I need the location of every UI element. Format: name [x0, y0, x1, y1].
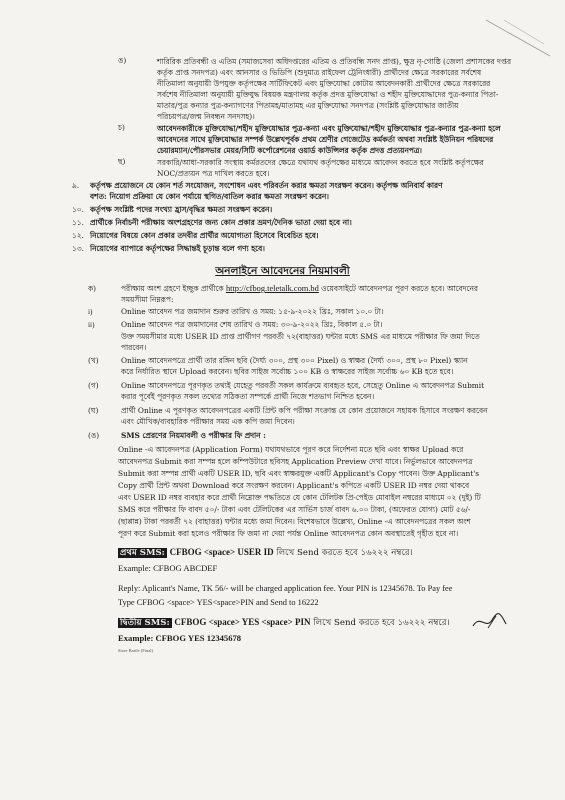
clause-line: কর্তৃক প্রাপ্ত সনদপত্র) এবং আনসার ও ভিডিপি (শুদুমাত্র রাইফেল ট্রেনিংধারী) প্রার্থীদের ক্ষেত্রে সরকারের সর্বশেষ [157, 68, 482, 77]
kha-line: করে নির্ধারিত স্থানে Upload করবেন। ছবির সাইজ সর্বোচ্চ ১০০ KB ও স্বাক্ষরের সাইজ সর্বোচ্চ ৬০ KB হতে হবে। [121, 367, 454, 376]
first-sms-command: CFBOG <space> USER ID [169, 547, 274, 557]
first-sms-tail: লিখে Send করতে হবে ১৬২২২ নম্বরে। [273, 548, 413, 558]
clause-marker: (গ) [88, 381, 99, 390]
reply-line: Type CFBOG <space> YES<space>PIN and Send to 16222 [118, 598, 319, 607]
end-date-line: Online আবেদন পত্র জমাদানের শেষ তারিখ ও সময়: ৩০-৯-২০২২ খ্রিঃ, বিকাল ৫.০ টা। [121, 320, 383, 329]
clause-marker: (ঘ) [88, 406, 99, 415]
item-number: ১০. [72, 205, 84, 214]
second-sms-line [118, 616, 450, 629]
clause-marker: চ) [118, 123, 125, 132]
clause-line: সরকারি/আধা-সরকারি সংস্থায় কর্মরতদের ক্ষেত্রে যথাযথ কর্তৃপক্ষের মাধ্যমে আবেদন করতে হবে সংশ্লিষ্ট কর্তৃপক্ষের [157, 158, 484, 167]
clause-line: আবেদনের সাথে মুক্তিযোদ্ধার সম্পর্ক উল্লেখপূর্বক প্রথম শ্রেণীর গেজেটেড কর্মকর্তা অথবা সংশ্লিষ্ট ইউনিয়ন পরিষদের [157, 135, 494, 144]
second-sms-command: CFBOG <space> YES <space> PIN [174, 617, 311, 627]
gha-line: এবং মৌখিক/ব্যবহারিক পরীক্ষার সময় এক কপি জমা দিবেন। [121, 417, 295, 426]
clause-line: শারিরিক প্রতিবন্ধী ও এতিম (সমাজসেবা অধিদপ্তরের এতিম ও প্রতিবন্ধি সনদ প্রাপ্ত), ক্ষুদ্র নৃ-গোষ্ঠি (জেলা প্রশাসকের দপ্তর [157, 57, 512, 66]
item-line: নিয়োগের ব্যাপারে কর্তৃপক্ষের সিদ্ধান্তই চূড়ান্ত বলে গণ্য হবে। [90, 244, 265, 253]
sms-line: Copy প্রার্থী প্রিন্ট অথবা Download করে সংরক্ষণ করবেন। Applicant's কপিতে একটি USER ID নম্বর দেয়া থাকবে [118, 481, 470, 490]
second-sms-label: দ্বিতীয় SMS: [120, 618, 170, 628]
application-url-link[interactable]: http://cfbog.teletalk.com.bd [225, 284, 319, 293]
sms-line: SMS করে পরীক্ষার ফি বাবদ ৫০/- টাকা এবং টেলিটকের এর সার্ভিস চার্জ বাবদ ৬.০০ টাকা, (অফেরত যোগ্য) মোট ৫৬/- [118, 505, 471, 514]
first-sms-example: Example: CFBOG ABCDEF [118, 563, 218, 573]
item-number: ১১. [72, 218, 84, 227]
sms-line: Online -এ আবেদনপত্র (Application Form) যথাযথভাবে পূরণ করে নির্দেশনা মতে ছবি এবং স্বাক্ষর Upload করে [118, 445, 464, 454]
online-heading: অনলাইনে আবেদনের নিয়মাবলী [215, 265, 350, 277]
sms-line: (ছাপ্পান্ন) টাকা পরবর্তী ৭২ (বাহাত্তর) ঘন্টার মধ্যে জমা দিবেন। বিশেষভাবে উল্লেখ্য, Online -এ আবেদনপত্রের সকল অংশ [118, 517, 471, 526]
item-marker: ii) [88, 320, 95, 329]
item-line: কর্তৃপক্ষ সংশ্লিষ্ট পদের সংখ্যা হ্রাস/বৃদ্ধির ক্ষমতা সংরক্ষণ করেন। [90, 205, 273, 214]
reply-line: Reply: Aplicant's Name, TK 56/- will be charged application fee. Your PIN is 12345678. To Pay fee [118, 584, 453, 593]
clause-line: নীতিমালা অনুযায়ী উপযুক্ত কর্তৃপক্ষের সার্টিফিকেট এবং মুক্তিযোদ্ধা কোটায় আবেদনকারী প্রার্থীদের ক্ষেত্রে সরকারের [157, 79, 491, 88]
ga-line: করার পূর্বেই পূরণকৃত সকল তথ্যের সঠিকতা সম্পর্কে প্রার্থী নিজে শতভাগ নিশ্চিত হবেন। [121, 392, 375, 401]
item-line: নিয়োগের বিষয়ে কোন প্রকার তদবীর প্রার্থীর অযোগ্যতা হিসেবে বিবেচিত হবে। [90, 231, 319, 240]
sms-line: এবং USER ID নম্বর ব্যবহার করে প্রার্থী নিম্নোক্ত পদ্ধতিতে যে কোন টেলিটক প্রি-পেইড মোবাইল নম্বরের মাধ্যমে ০২ (দুই) টি [118, 493, 481, 502]
clause-marker: (ঙ) [88, 431, 100, 440]
ka-line2: সময়সীমা নিম্নরূপ: [121, 295, 174, 304]
sms-line: পূরণ করে Submit করা হলেও পরীক্ষার ফি জমা না দেয়া পর্যন্ত Online আবেদনপত্র কোন অবস্থাতেই গৃহীত হবে না। [118, 529, 459, 538]
clause-marker: ছ) [118, 157, 126, 166]
scan-edge-mark-icon [484, 18, 554, 62]
first-sms-label: প্রথম SMS: [120, 548, 165, 558]
clause-line: পরিচয়পত্র/জন্ম নিবন্ধন সনদসহ)। [157, 112, 255, 121]
item-line: প্রার্থীকে নির্বাচনী পরীক্ষায় অংশগ্রহণের জন্য কোন প্রকার ভ্রমণ/দৈনিক ভাতা দেয়া হবে না। [90, 218, 352, 227]
clause-marker: ঙ) [118, 56, 127, 65]
item-number: ৯. [72, 181, 80, 190]
sms-section-title: SMS প্রেরণের নিয়মাবলী ও পরীক্ষার ফি প্রদান : [121, 431, 266, 440]
signature-icon [470, 608, 510, 634]
clause-marker: (খ) [88, 356, 99, 365]
clause-line: সর্বশেষ নীতিমালা অনুযায়ী মুক্তিযুদ্ধ বিষয়ক মন্ত্রণালয় কর্তৃক প্রদত্ত মুক্তিযোদ্ধা ও শহীদ মুক্তিযোদ্ধাদের পুত্র-কন্যার পিতা- [157, 90, 499, 99]
kha-line: Online আবেদনপত্রে প্রার্থী তার রঙ্গিন ছবি (দৈর্ঘ্য ৩০০, প্রস্থ ৩০০ Pixel) ও স্বাক্ষর (দৈর্ঘ্য ৩০০, প্রস্থ ৮০ Pixel) স্ক্যান [121, 356, 468, 365]
item-number: ১৩. [72, 244, 84, 253]
second-sms-tail: লিখে Send করতে হবে ১৬২২২ নম্বরে। [310, 618, 450, 628]
clause-line: আবেদনকারীকে মুক্তিযোদ্ধা/শহীদ মুক্তিযোদ্ধার পুত্র-কন্যা এবং মুক্তিযোদ্ধা/শহীদ মুক্তিযোদ্ধার পুত্র-কন্যার পুত্র-কন্যা হলে [157, 124, 501, 133]
ga-line: Online আবেদনপত্রে পূরণকৃত তথ্যই যেহেতু পরবর্তী সকল কার্যক্রমে ব্যবহৃত হবে, সেহেতু Online এ আবেদনপত্র Submit [121, 381, 485, 390]
clause-line: মাতার/পুত্র কন্যার পুত্র-কন্যাগণের পিতামহ/মাতামহ এর মুক্তিযোদ্ধা সনদপত্র (সংশ্লিষ্ট মুক্তিযোদ্ধার জাতীয় [157, 101, 459, 110]
start-date-line: Online আবেদন পত্র জমাদান শুরুর তারিখ ও সময়: ১৫-৯-২০২২ খ্রিঃ, সকাল ১০.০ টা। [121, 307, 384, 316]
item-number: ১২. [72, 231, 84, 240]
ka-after-line: পারবেন। [121, 343, 147, 352]
sms-line: Submit করা সম্পন্ন প্রার্থী একটি USER ID, ছবি এবং স্বাক্ষরযুক্ত একটি Applicant's Copy পাবেন। উক্ত Applicant's [118, 469, 480, 478]
ka-text: ওয়েবসাইটে আবেদনপত্র পূরণ করতে হবে। আবেদনের [318, 284, 478, 293]
first-sms-line [118, 546, 413, 559]
ka-text: পরীক্ষায় অংশ গ্রহণে ইচ্ছুক প্রার্থীকে [121, 284, 226, 293]
item-line: বশত: নিয়োগ প্রক্রিয়া যে কোন পর্যায়ে স্থগিত/বাতিল করার ক্ষমতা সংরক্ষণ করেন। [90, 192, 329, 201]
clause-line: NOC/প্রত্যয়ন পত্র দাখিল করতে হবে। [157, 169, 270, 178]
clause-marker: ক) [88, 284, 97, 293]
item-marker: i) [88, 307, 93, 316]
second-sms-example: Example: CFBOG YES 12345678 [118, 633, 242, 643]
footer-note: Store Bartle (Final) [118, 648, 153, 653]
sms-line: আবেদনপত্র Submit করা সম্পন্ন হলে কম্পিউটারে ছবিসহ Application Preview দেখা যাবে। নির্ভুলভাবে আবেদনপত্র [118, 457, 473, 466]
clause-line: চেয়ারম্যান/পৌরসভার মেয়র/সিটি কর্পোরেশনের ওয়ার্ড কাউন্সিলর কর্তৃক প্রদত্ত প্রত্যয়নপত্র। [157, 146, 422, 155]
item-line: কর্তৃপক্ষ প্রয়োজনে যে কোন শর্ত সংযোজন, সংশোধন এবং পরিবর্তন করার ক্ষমতা সংরক্ষণ করেন। কর্তৃপক্ষ অনিবার্য কারণ [90, 181, 443, 190]
gha-line: প্রার্থী Online এ পূরণকৃত আবেদনপত্রের একটি প্রিন্ট কপি পরীক্ষা সংক্রান্ত যে কোন প্রয়োজনে সহায়ক হিসাবে সংরক্ষণ করবেন [121, 406, 488, 415]
ka-line1 [121, 284, 478, 295]
ka-after-line: উক্ত সময়সীমার মধ্যে USER ID প্রাপ্ত প্রার্থীগণ পরবর্তী ৭২(বাহাত্তর) ঘন্টার মধ্যে SMS এর মাধ্যমে পরীক্ষার ফি জমা দিতে [121, 332, 480, 341]
